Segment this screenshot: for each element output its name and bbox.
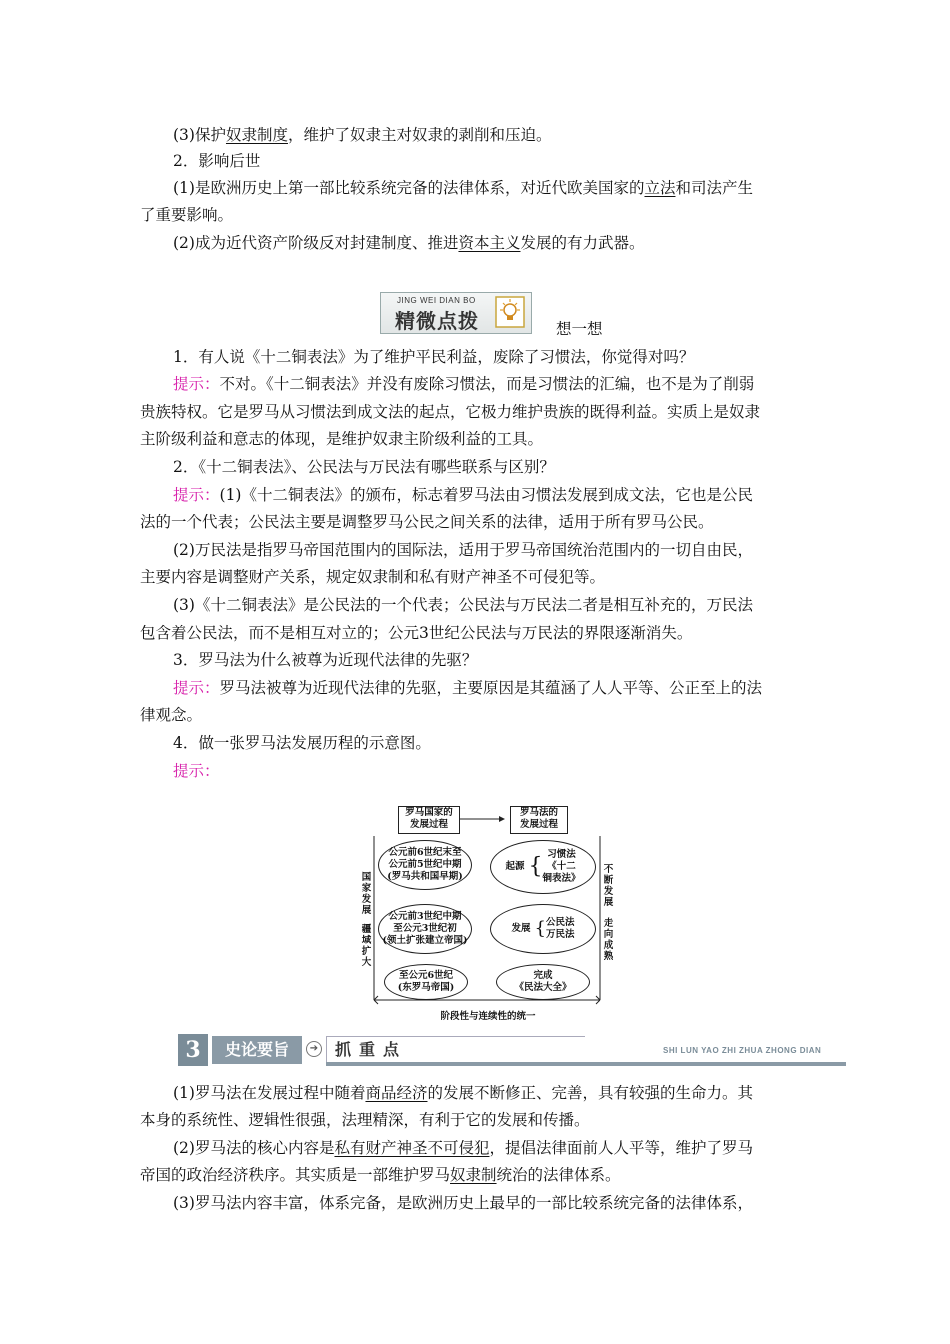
text-line: (3)罗马法内容丰富，体系完备，是欧洲历史上最早的一部比较系统完备的法律体系， (173, 1194, 753, 1212)
hint-label: 提示： (173, 486, 220, 504)
badge-subtitle: 想一想 (556, 320, 603, 338)
diagram-footer: 阶段性与连续性的统一 (440, 1011, 536, 1022)
answer-line: 包含着公民法，而不是相互对立的；公元3世纪公民法与万民法的界限逐渐消失。 (140, 624, 693, 642)
text-line: 了重要影响。 (140, 206, 234, 224)
hint-label: 提示： (173, 375, 220, 393)
text-line: (3)保护奴隶制度，维护了奴隶主对奴隶的剥削和压迫。 (173, 126, 552, 144)
stage-oval-left-2: 公元前3世纪中期 至公元3世纪初 (领土扩张建立帝国) (378, 904, 472, 954)
stage-oval-left-1: 公元前6世纪末至 公元前5世纪中期 (罗马共和国早期) (378, 840, 472, 890)
section-label: 抓重点 (326, 1036, 585, 1064)
keyword: 私有财产神圣不可侵犯 (334, 1139, 490, 1157)
question-2: 2．《十二铜表法》、公民法与万民法有哪些联系与区别？ (173, 458, 555, 476)
badge-pinyin: JING WEI DIAN BO (397, 296, 476, 305)
text-line: 本身的系统性、逻辑性很强，法理精深，有利于它的发展和传播。 (140, 1111, 590, 1129)
keyword: 商品经济 (365, 1084, 428, 1102)
answer-line: (3)《十二铜表法》是公民法的一个代表；公民法与万民法二者是相互补充的，万民法 (173, 596, 753, 614)
section-title: 史论要旨 (212, 1036, 302, 1064)
stage-oval-right-3: 完成 《民法大全》 (496, 964, 590, 1000)
text-line: 帝国的政治经济秩序。其实质是一部维护罗马奴隶制统治的法律体系。 (140, 1166, 621, 1184)
answer-line: 提示：(1)《十二铜表法》的颁布，标志着罗马法由习惯法发展到成文法，它也是公民 (173, 486, 753, 504)
header-box-right: 罗马法的 发展过程 (510, 806, 568, 834)
text-line: (2)成为近代资产阶级反对封建制度、推进资本主义发展的有力武器。 (173, 234, 645, 252)
text-line: (2)罗马法的核心内容是私有财产神圣不可侵犯，提倡法律面前人人平等，维护了罗马 (173, 1139, 753, 1157)
side-label-left-bottom: 疆域扩大 (361, 924, 372, 968)
hint-label: 提示： (173, 762, 220, 780)
roman-law-diagram (360, 800, 616, 1022)
answer-line (173, 760, 220, 782)
answer-line: 提示：不对。《十二铜表法》并没有废除习惯法，而是习惯法的汇编，也不是为了削弱 (173, 375, 755, 393)
stage-oval-right-2: 发展 { 公民法 万民法 (490, 904, 596, 954)
text-line: (1)罗马法在发展过程中随着商品经济的发展不断修正、完善，具有较强的生命力。其 (173, 1084, 753, 1102)
keyword: 奴隶制 (450, 1166, 497, 1184)
question-3: 3．罗马法为什么被尊为近现代法律的先驱？ (173, 651, 478, 669)
side-label-left-top: 国家发展 (361, 872, 372, 916)
answer-line: 提示：罗马法被尊为近现代法律的先驱，主要原因是其蕴涵了人人平等、公正至上的法 (173, 679, 763, 697)
hint-label: 提示： (173, 679, 220, 697)
header-box-left: 罗马国家的 发展过程 (398, 806, 460, 834)
keyword: 奴隶制度 (225, 126, 288, 144)
brace: { (528, 854, 543, 879)
question-4: 4．做一张罗马法发展历程的示意图。 (173, 734, 431, 752)
answer-line: 主要内容是调整财产关系，规定奴隶制和私有财产神圣不可侵犯等。 (140, 568, 606, 586)
side-label-right-top: 不断发展 (603, 864, 614, 908)
keyword: 资本主义 (458, 234, 521, 252)
side-label-right-bottom: 走向成熟 (603, 918, 614, 962)
answer-line: 主阶级利益和意志的体现，是维护奴隶主阶级利益的工具。 (140, 430, 544, 448)
answer-line: 贵族特权。它是罗马从习惯法到成文法的起点，它极力维护贵族的既得利益。实质上是奴隶 (140, 403, 761, 421)
banner-bar (326, 1062, 846, 1066)
section-banner (178, 1034, 846, 1070)
keyword: 立法 (644, 179, 676, 197)
section-badge (380, 292, 532, 334)
subheading: 2．影响后世 (173, 152, 261, 170)
answer-line: 律观念。 (140, 706, 203, 724)
answer-line: (2)万民法是指罗马帝国范围内的国际法，适用于罗马帝国统治范围内的一切自由民， (173, 541, 753, 559)
stage-oval-right-1: 起源 { 习惯法 《十二 铜表法》 (490, 840, 596, 894)
stage-oval-left-3: 至公元6世纪 (东罗马帝国) (384, 964, 468, 1000)
arrow-right-icon: ➔ (306, 1041, 322, 1057)
badge-title: 精微点拨 (395, 309, 479, 333)
question-1: 1．有人说《十二铜表法》为了维护平民利益，废除了习惯法，你觉得对吗？ (173, 348, 695, 366)
brace: { (534, 918, 546, 939)
lightbulb-icon (495, 296, 525, 328)
section-number: 3 (178, 1034, 208, 1066)
section-pinyin: SHI LUN YAO ZHI ZHUA ZHONG DIAN (663, 1046, 822, 1055)
answer-line: 法的一个代表；公民法主要是调整罗马公民之间关系的法律，适用于所有罗马公民。 (140, 513, 714, 531)
text-line: (1)是欧洲历史上第一部比较系统完备的法律体系，对近代欧美国家的立法和司法产生 (173, 179, 753, 197)
